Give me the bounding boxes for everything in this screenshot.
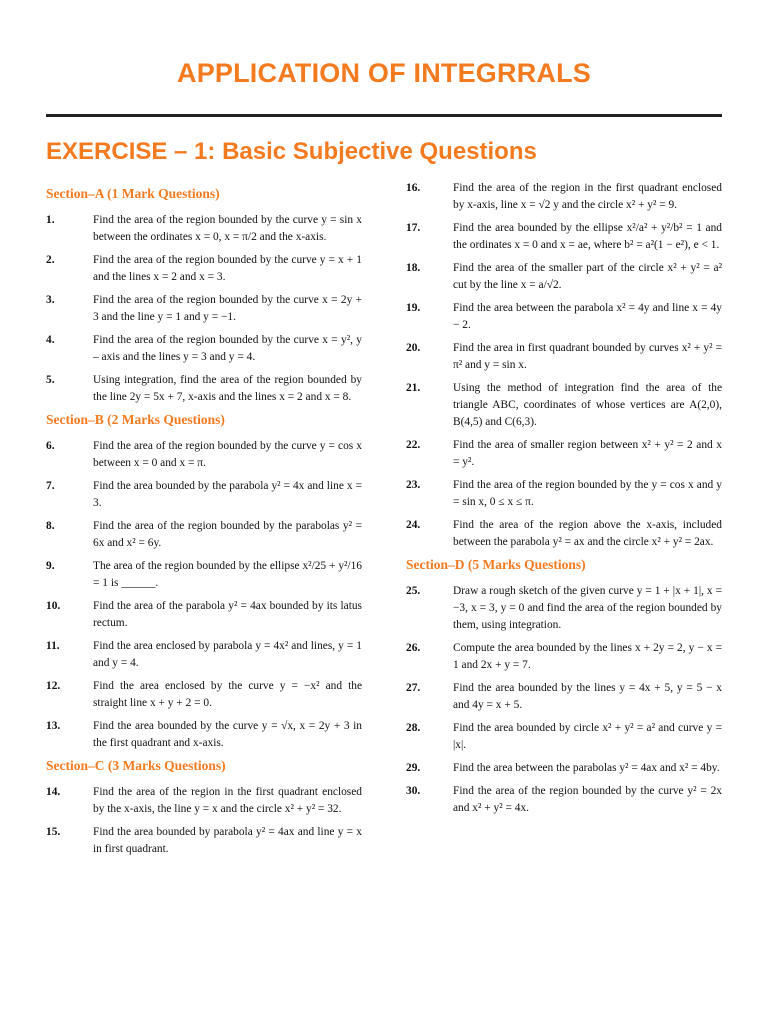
question-number: 18. (406, 262, 421, 274)
question-item (406, 640, 722, 674)
question-text: Find the area of the region bounded by the curve y² = 2x and x² + y² = 4x. (453, 785, 722, 814)
question-item (406, 583, 722, 634)
question-text: Find the area of the region bounded by the curve y = cos x between x = 0 and x = π. (93, 440, 362, 469)
question-number: 15. (46, 826, 61, 838)
question-number: 3. (46, 294, 55, 306)
question-text: Find the area of smaller region between x² + y² = 2 and x = y². (453, 439, 722, 468)
question-text: Compute the area bounded by the lines x + 2y = 2, y − x = 1 and 2x + y = 7. (453, 642, 722, 671)
question-text: The area of the region bounded by the ellipse x²/25 + y²/16 = 1 is ______. (93, 560, 362, 589)
right-column (406, 180, 722, 823)
question-item (46, 518, 362, 552)
section-heading: Section–D (5 Marks Questions) (406, 557, 586, 572)
question-item (46, 438, 362, 472)
question-number: 9. (46, 560, 55, 572)
question-item (406, 380, 722, 431)
question-text: Using integration, find the area of the region bounded by the line 2y = 5x + 7, x-axis and the lines x = 2 and x = 8. (93, 374, 362, 403)
question-number: 7. (46, 480, 55, 492)
question-item (46, 718, 362, 752)
question-item (46, 638, 362, 672)
question-text: Find the area bounded by the ellipse x²/a² + y²/b² = 1 and the ordinates x = 0 and x = ae, where b² = a²(1 − e²), e < 1. (453, 222, 722, 251)
section-heading: Section–A (1 Mark Questions) (46, 186, 220, 201)
question-item (406, 760, 722, 777)
question-text: Draw a rough sketch of the given curve y = 1 + |x + 1|, x = −3, x = 3, y = 0 and find the area of the region bounded by them, using integration. (453, 585, 722, 631)
question-text: Find the area enclosed by the curve y = −x² and the straight line x + y + 2 = 0. (93, 680, 362, 709)
question-number: 16. (406, 182, 421, 194)
question-item (406, 783, 722, 817)
question-number: 13. (46, 720, 61, 732)
question-number: 28. (406, 722, 421, 734)
question-text: Find the area of the region in the first quadrant enclosed by the x-axis, the line y = x and the circle x² + y² = 32. (93, 786, 362, 815)
question-item (46, 372, 362, 406)
question-text: Using the method of integration find the area of the triangle ABC, coordinates of whose vertices are A(2,0), B(4,5) and C(6,3). (453, 382, 722, 428)
question-text: Find the area of the region bounded by the parabolas y² = 6x and x² = 6y. (93, 520, 362, 549)
question-item (46, 558, 362, 592)
question-number: 6. (46, 440, 55, 452)
question-number: 4. (46, 334, 55, 346)
question-text: Find the area of the region bounded by the curve y = sin x between the ordinates x = 0, x = π/2 and the x-axis. (93, 214, 362, 243)
question-number: 5. (46, 374, 55, 386)
section-heading: Section–C (3 Marks Questions) (46, 758, 226, 773)
exercise-heading: EXERCISE – 1: Basic Subjective Questions (46, 138, 537, 165)
page-title: APPLICATION OF INTEGRRALS (177, 58, 591, 88)
question-number: 30. (406, 785, 421, 797)
question-text: Find the area bounded by the parabola y² = 4x and line x = 3. (93, 480, 362, 509)
question-item (406, 220, 722, 254)
question-text: Find the area of the region bounded by the curve x = y², y – axis and the lines y = 3 and y = 4. (93, 334, 362, 363)
question-item (406, 180, 722, 214)
question-number: 8. (46, 520, 55, 532)
question-number: 10. (46, 600, 61, 612)
question-item (46, 292, 362, 326)
question-number: 26. (406, 642, 421, 654)
question-item (406, 300, 722, 334)
question-number: 23. (406, 479, 421, 491)
section-heading: Section–B (2 Marks Questions) (46, 412, 225, 427)
question-text: Find the area of the region bounded by the curve y = x + 1 and the lines x = 2 and x = 3. (93, 254, 362, 283)
question-number: 1. (46, 214, 55, 226)
title-divider (46, 114, 722, 117)
question-item (406, 260, 722, 294)
question-number: 24. (406, 519, 421, 531)
question-item (46, 252, 362, 286)
question-number: 21. (406, 382, 421, 394)
question-number: 19. (406, 302, 421, 314)
question-text: Find the area between the parabolas y² = 4ax and x² = 4by. (453, 762, 720, 774)
question-item (406, 680, 722, 714)
question-item (406, 477, 722, 511)
question-item (46, 598, 362, 632)
question-text: Find the area enclosed by parabola y = 4x² and lines, y = 1 and y = 4. (93, 640, 362, 669)
question-text: Find the area of the region in the first quadrant enclosed by x-axis, line x = √2 y and the circle x² + y² = 9. (453, 182, 722, 211)
question-text: Find the area bounded by parabola y² = 4ax and line y = x in first quadrant. (93, 826, 362, 855)
question-number: 12. (46, 680, 61, 692)
question-number: 17. (406, 222, 421, 234)
question-item (46, 824, 362, 858)
question-item (406, 517, 722, 551)
question-number: 27. (406, 682, 421, 694)
question-number: 22. (406, 439, 421, 451)
question-text: Find the area of the region above the x-axis, included between the parabola y² = ax and the circle x² + y² = 2ax. (453, 519, 722, 548)
question-number: 20. (406, 342, 421, 354)
question-number: 2. (46, 254, 55, 266)
question-item (46, 332, 362, 366)
question-item (406, 437, 722, 471)
question-text: Find the area of the region bounded by the curve x = 2y + 3 and the line y = 1 and y = −1. (93, 294, 362, 323)
question-item (406, 340, 722, 374)
question-item (406, 720, 722, 754)
left-column (46, 180, 362, 864)
question-text: Find the area of the region bounded by the y = cos x and y = sin x, 0 ≤ x ≤ π. (453, 479, 722, 508)
question-number: 11. (46, 640, 60, 652)
question-text: Find the area bounded by circle x² + y² = a² and curve y = |x|. (453, 722, 722, 751)
question-item (46, 678, 362, 712)
question-number: 29. (406, 762, 421, 774)
question-text: Find the area of the parabola y² = 4ax bounded by its latus rectum. (93, 600, 362, 629)
question-text: Find the area bounded by the curve y = √x, x = 2y + 3 in the first quadrant and x-axis. (93, 720, 362, 749)
question-number: 25. (406, 585, 421, 597)
question-item (46, 784, 362, 818)
question-number: 14. (46, 786, 61, 798)
question-text: Find the area between the parabola x² = 4y and line x = 4y − 2. (453, 302, 722, 331)
question-item (46, 478, 362, 512)
question-text: Find the area bounded by the lines y = 4x + 5, y = 5 − x and 4y = x + 5. (453, 682, 722, 711)
question-text: Find the area in first quadrant bounded by curves x² + y² = π² and y = sin x. (453, 342, 722, 371)
question-item (46, 212, 362, 246)
question-text: Find the area of the smaller part of the circle x² + y² = a² cut by the line x = a/√2. (453, 262, 722, 291)
